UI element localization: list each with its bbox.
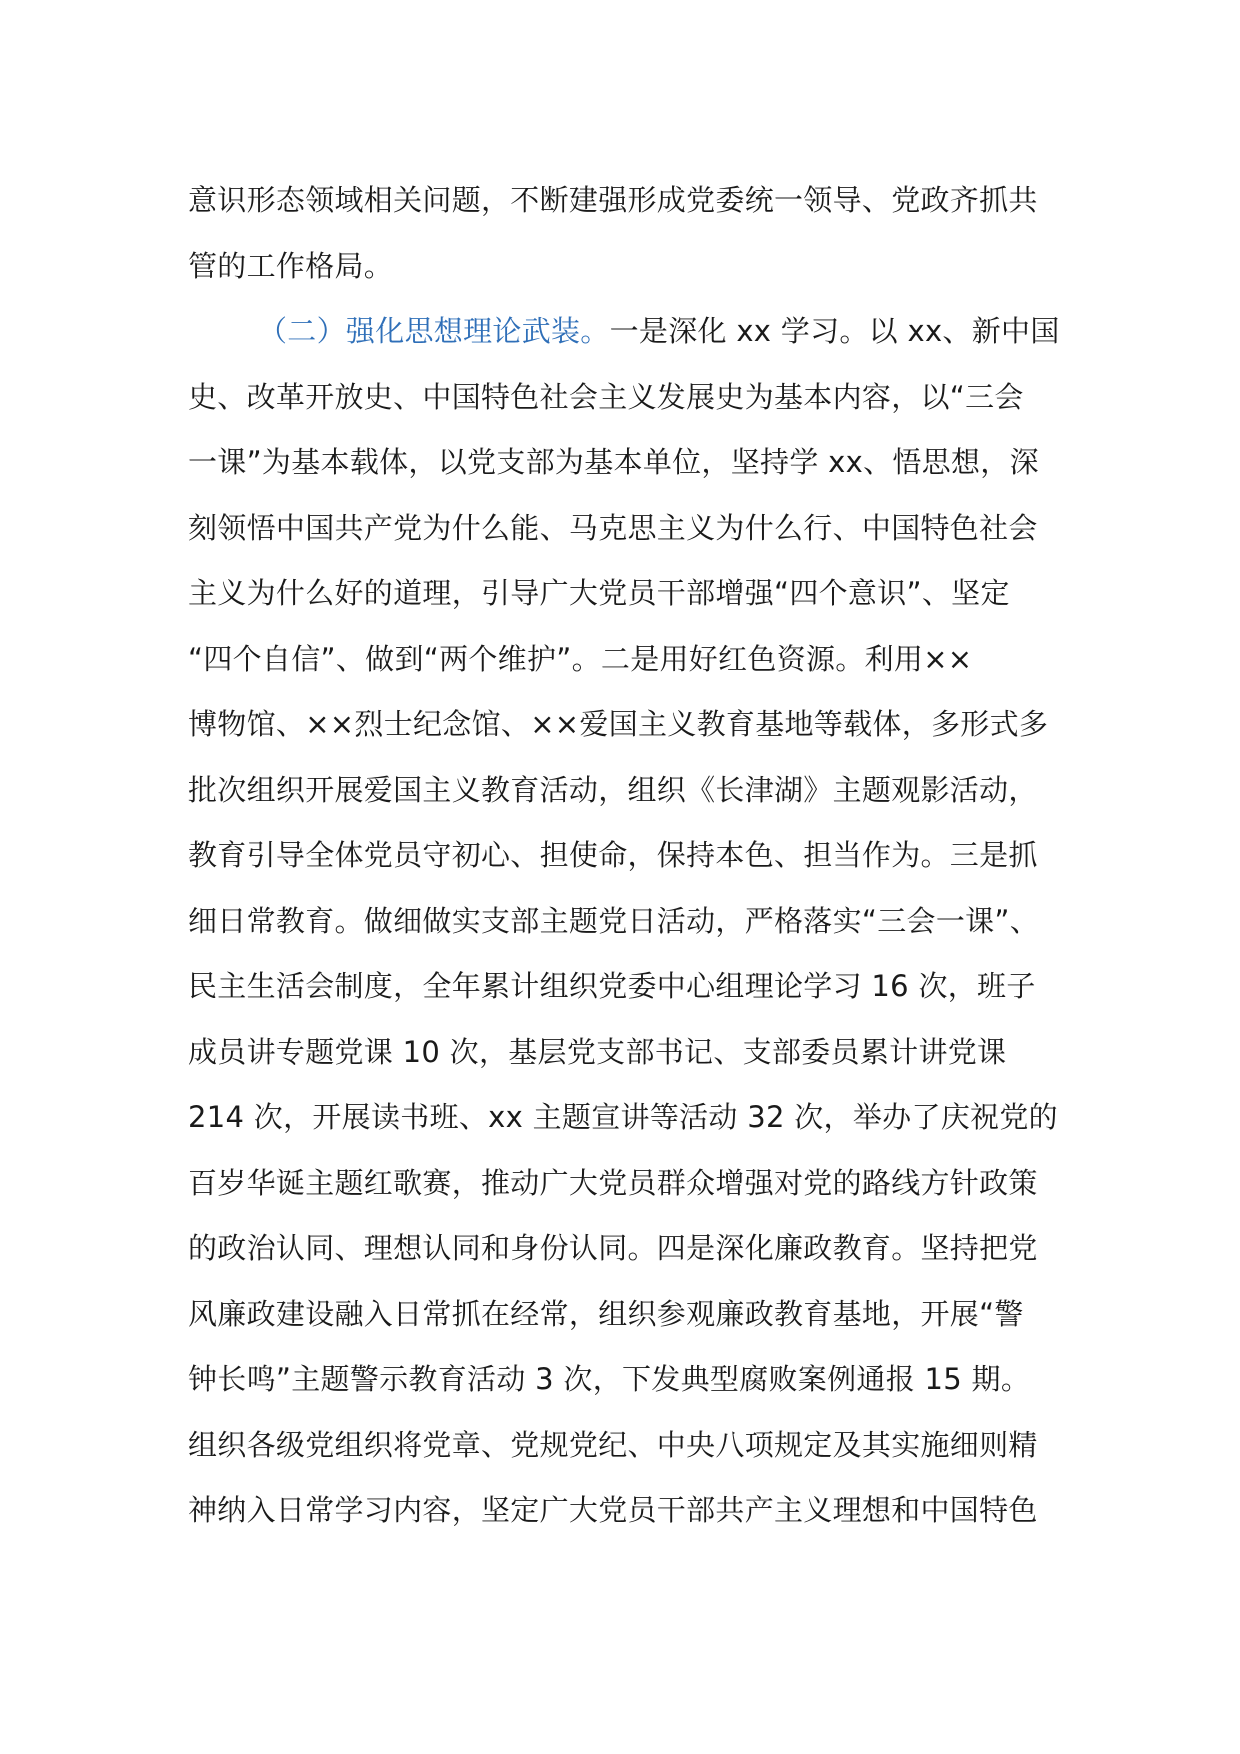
text-line: 管的工作格局。 [188, 248, 394, 283]
text-line: 一课”为基本载体，以党支部为基本单位，坚持学 xx、悟思想，深 [188, 445, 1039, 479]
document-body [188, 168, 1060, 1544]
text-line: 博物馆、××烈士纪念馆、××爱国主义教育基地等载体，多形式多 [188, 707, 1049, 741]
section-heading-line [188, 299, 1060, 365]
text-line: 百岁华诞主题红歌赛，推动广大党员群众增强对党的路线方针政策 [188, 1165, 1038, 1200]
text-line: 神纳入日常学习内容，坚定广大党员干部共产主义理想和中国特色 [188, 1493, 1038, 1527]
text-line: 成员讲专题党课 10 次，基层党支部书记、支部委员累计讲党课 [188, 1034, 1007, 1069]
section-heading-continuation: 一是深化 xx 学习。以 xx、新中国 [609, 314, 1060, 348]
text-line: 风廉政建设融入日常抓在经常，组织参观廉政教育基地，开展“警 [188, 1296, 1024, 1331]
text-line: 教育引导全体党员守初心、担使命，保持本色、担当作为。三是抓 [188, 838, 1038, 872]
text-line: 史、改革开放史、中国特色社会主义发展史为基本内容，以“三会 [188, 379, 1024, 414]
text-line: 钟长鸣”主题警示教育活动 3 次，下发典型腐败案例通报 15 期。 [188, 1362, 1031, 1396]
text-line: 主义为什么好的道理，引导广大党员干部增强“四个意识”、坚定 [188, 576, 1010, 610]
text-line: 组织各级党组织将党章、党规党纪、中央八项规定及其实施细则精 [188, 1427, 1038, 1462]
section-heading: （二）强化思想理论武装。 [258, 314, 610, 348]
text-line: “四个自信”、做到“两个维护”。二是用好红色资源。利用×× [188, 641, 973, 676]
text-line: 细日常教育。做细做实支部主题党日活动，严格落实“三会一课”、 [188, 903, 1040, 938]
text-line: 民主生活会制度，全年累计组织党委中心组理论学习 16 次，班子 [188, 969, 1036, 1003]
text-line: 意识形态领域相关问题，不断建强形成党委统一领导、党政齐抓共 [188, 183, 1038, 217]
text-line: 刻领悟中国共产党为什么能、马克思主义为什么行、中国特色社会 [188, 510, 1038, 545]
text-line: 批次组织开展爱国主义教育活动，组织《长津湖》主题观影活动， [188, 772, 1038, 807]
text-line: 214 次，开展读书班、xx 主题宣讲等活动 32 次，举办了庆祝党的 [188, 1100, 1058, 1134]
text-line: 的政治认同、理想认同和身份认同。四是深化廉政教育。坚持把党 [188, 1231, 1038, 1265]
